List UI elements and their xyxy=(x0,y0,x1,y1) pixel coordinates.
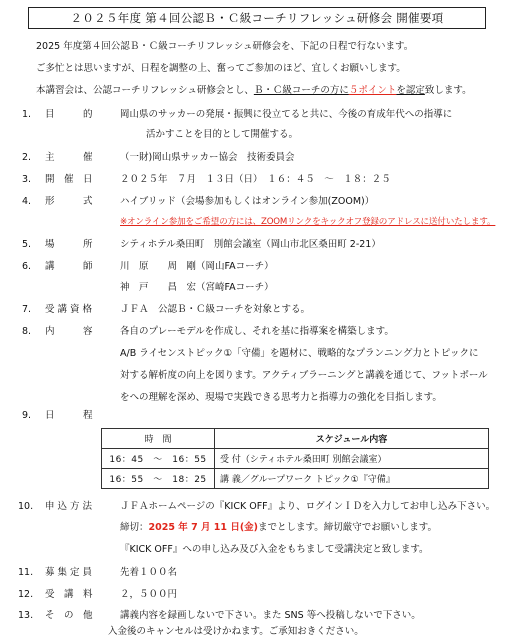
item-10-number: 10. xyxy=(18,501,34,512)
item-4-number: 4. xyxy=(22,196,32,207)
item-8-label: 内 容 xyxy=(45,326,93,337)
deadline-date: 2025 年 7 月 11 日(金) xyxy=(148,522,259,533)
table-row xyxy=(102,449,489,469)
item-8-value-4: をへの理解を深め、現場で実践できる思考力と指導力の強化を目指します。 xyxy=(120,392,442,403)
item-2-value: （一財)岡山県サッカー協会 技術委員会 xyxy=(120,152,295,163)
item-1-number: 1. xyxy=(22,109,32,120)
intro-line-3-b: Ｂ・Ｃ級コーチの方に xyxy=(253,85,349,96)
item-6-number: 6. xyxy=(22,261,32,272)
item-7-number: 7. xyxy=(22,304,32,315)
schedule-time: 16：55 ～ 18：25 xyxy=(102,469,215,489)
item-10-label: 申 込 方 法 xyxy=(45,501,93,512)
item-10-value: ＪＦＡホームページの『KICK OFF』より、ログインＩＤを入力してお申し込み下さい。 xyxy=(120,501,496,512)
item-2-label: 主 催 xyxy=(45,152,93,163)
document-title: ２０２５年度 第４回公認Ｂ・Ｃ級コーチリフレッシュ研修会 開催要項 xyxy=(28,7,486,29)
intro-line-3-d: を認定 xyxy=(396,85,425,96)
schedule-header-content: スケジュール内容 xyxy=(215,429,489,449)
item-5-number: 5. xyxy=(22,239,32,250)
schedule-time: 16：45 ～ 16：55 xyxy=(102,449,215,469)
table-row xyxy=(102,469,489,489)
deadline-label: 締切： xyxy=(120,522,149,533)
item-8-number: 8. xyxy=(22,326,32,337)
item-11-label: 募 集 定 員 xyxy=(45,567,93,578)
item-12-number: 12. xyxy=(18,589,34,600)
item-3-value: ２０２５年 ７月 １３日（日） １６：４５ ～ １８：２５ xyxy=(120,174,391,185)
intro-line-2: ご多忙とは思いますが、日程を調整の上、奮ってご参加のほど、宜しくお願いします。 xyxy=(36,63,406,74)
item-5-label: 場 所 xyxy=(45,239,93,250)
intro-points: ５ポイント xyxy=(348,85,397,96)
schedule-header-row xyxy=(102,429,489,449)
item-8-value: 各自のプレーモデルを作成し、それを基に指導案を構築します。 xyxy=(120,326,394,337)
item-13-value-2: 入金後のキャンセルは受けかねます。ご承知おきください。 xyxy=(108,626,364,637)
item-6-label: 講 師 xyxy=(45,261,93,272)
item-6-lecturer-1: 川 原 周 剛（岡山FAコーチ） xyxy=(120,261,274,272)
item-10-value-3: 『KICK OFF』への申し込み及び入金をもちまして受講決定と致します。 xyxy=(120,544,429,555)
item-13-number: 13. xyxy=(18,610,34,621)
item-7-value: ＪＦＡ 公認Ｂ・Ｃ級コーチを対象とする。 xyxy=(120,304,311,315)
intro-line-3 xyxy=(36,84,472,98)
item-11-number: 11. xyxy=(18,567,34,578)
item-10-deadline xyxy=(120,521,437,535)
item-9-number: 9. xyxy=(22,410,32,421)
intro-line-3-e: 致します。 xyxy=(424,85,472,96)
item-4-online-note: ※オンライン参加をご希望の方には、ZOOMリンクをキックオフ登録のアドレスに送付いたします。 xyxy=(120,217,496,227)
item-1-label: 目 的 xyxy=(45,109,93,120)
item-13-value: 講義内容を録画しないで下さい。また SNS 等へ投稿しないで下さい。 xyxy=(120,610,421,621)
item-1-value-2: 活かすことを目的として開催する。 xyxy=(146,129,299,140)
item-7-label: 受 講 資 格 xyxy=(45,304,93,315)
item-4-value: ハイブリッド（会場参加もしくはオンライン参加(ZOOM)） xyxy=(120,196,375,207)
item-8-value-2: A/B ライセンストピック①「守備」を題材に、戦略的なプランニング力とトピックに xyxy=(120,348,479,359)
intro-line-3-a: 本講習会は、公認コーチリフレッシュ研修会とし、 xyxy=(36,85,254,96)
item-3-label: 開 催 日 xyxy=(45,174,93,185)
item-3-number: 3. xyxy=(22,174,32,185)
item-9-label: 日 程 xyxy=(45,410,93,421)
item-6-lecturer-2: 神 戸 昌 宏（宮崎FAコーチ） xyxy=(120,282,274,293)
schedule-content: 講 義／グループワーク トピック①『守備』 xyxy=(215,469,489,489)
deadline-note: までとします。締切厳守でお願いします。 xyxy=(258,522,437,533)
item-8-value-3: 対する解析度の向上を図ります。アクティブラーニングと講義を通じて、フットボール xyxy=(120,370,488,381)
item-12-value: ２，５００円 xyxy=(120,589,178,600)
schedule-content: 受 付（シティホテル桑田町 別館会議室） xyxy=(215,449,489,469)
item-5-value: シティホテル桑田町 別館会議室（岡山市北区桑田町 2-21） xyxy=(120,239,381,250)
item-11-value: 先着１００名 xyxy=(120,567,178,578)
item-1-value: 岡山県のサッカーの発展・振興に役立てると共に、今後の育成年代への指導に xyxy=(120,109,453,120)
item-4-label: 形 式 xyxy=(45,196,93,207)
item-13-label: そ の 他 xyxy=(45,610,93,621)
schedule-header-time: 時 間 xyxy=(102,429,215,449)
item-2-number: 2. xyxy=(22,152,32,163)
schedule-table xyxy=(101,428,489,489)
item-12-label: 受 講 料 xyxy=(45,589,93,600)
intro-line-1: 2025 年度第４回公認Ｂ・Ｃ級コーチリフレッシュ研修会を、下記の日程で行ないます。 xyxy=(36,41,414,52)
